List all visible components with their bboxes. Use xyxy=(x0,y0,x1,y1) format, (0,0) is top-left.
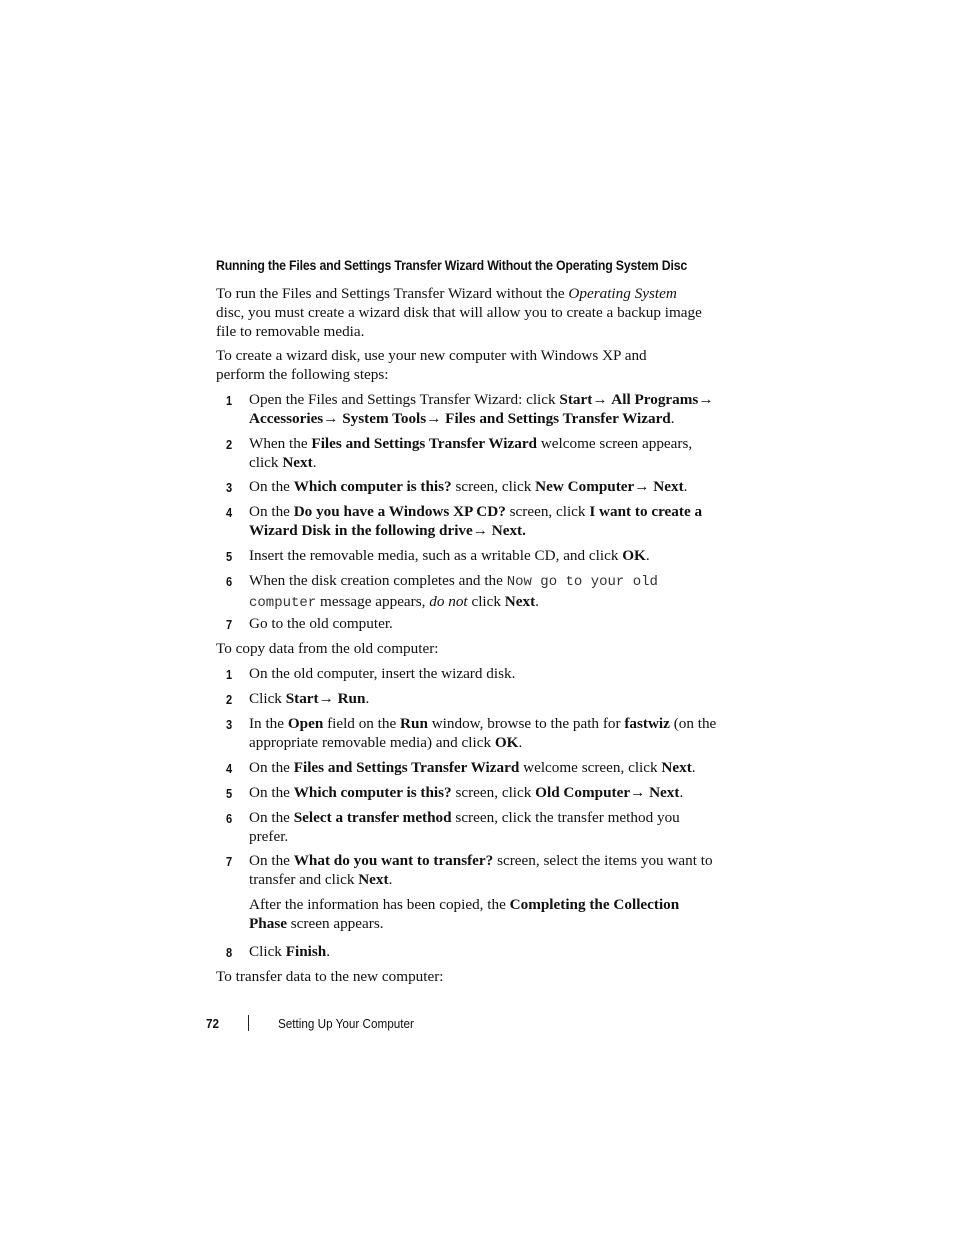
chapter-title: Setting Up Your Computer xyxy=(278,1016,414,1031)
text: To create a wizard disk, use your new computer with Windows XP and perform the following steps: xyxy=(216,347,647,383)
step-text: On the Select a transfer method screen, click the transfer method you prefer. xyxy=(249,809,680,845)
copy-intro: To copy data from the old computer: xyxy=(216,640,439,657)
step-text: Click Start→ Run. xyxy=(249,690,370,707)
transfer-intro: To transfer data to the new computer: xyxy=(216,968,444,985)
step-number: 4 xyxy=(226,505,233,520)
step-number: 1 xyxy=(226,393,233,408)
step-text: On the Which computer is this? screen, click New Computer→ Next. xyxy=(249,478,688,495)
page-number: 72 xyxy=(206,1016,220,1031)
step-text: Click Finish. xyxy=(249,943,331,960)
intro-paragraph-1 xyxy=(216,284,716,341)
step-number: 8 xyxy=(226,945,233,960)
step-text: On the Do you have a Windows XP CD? screen, click I want to create a Wizard Disk in the following drive→ Next. xyxy=(249,503,703,539)
section-heading: Running the Files and Settings Transfer Wizard Without the Operating System Disc xyxy=(216,258,688,273)
step-number: 3 xyxy=(226,480,233,495)
step-number: 3 xyxy=(226,717,233,732)
step-number: 5 xyxy=(226,549,233,564)
step-number: 2 xyxy=(226,437,233,452)
step-number: 4 xyxy=(226,761,233,776)
step-number: 7 xyxy=(226,617,233,632)
step-text: On the Which computer is this? screen, click Old Computer→ Next. xyxy=(249,784,684,801)
text: disc, you must create a wizard disk that will allow you to create a backup image file to removable media. xyxy=(216,304,702,340)
footer-divider xyxy=(248,1015,249,1031)
step-text: When the disk creation completes and the Now go to your old computer message appears, do not click Next. xyxy=(249,572,658,611)
step-number: 7 xyxy=(226,854,233,869)
step-number: 1 xyxy=(226,667,233,682)
step-note: After the information has been copied, the Completing the Collection Phase screen appears. xyxy=(249,896,680,932)
emphasis: Operating System xyxy=(568,285,677,302)
step-number: 6 xyxy=(226,574,233,589)
step-number: 2 xyxy=(226,692,233,707)
step-text: When the Files and Settings Transfer Wizard welcome screen appears, click Next. xyxy=(249,435,693,471)
step-text: Go to the old computer. xyxy=(249,615,393,632)
step-text: Insert the removable media, such as a writable CD, and click OK. xyxy=(249,547,650,564)
step-text: On the old computer, insert the wizard disk. xyxy=(249,665,516,682)
step-text: In the Open field on the Run window, browse to the path for fastwiz (on the appropriate removable media) and click OK. xyxy=(249,715,717,751)
step-text: Open the Files and Settings Transfer Wizard: click Start→ All Programs→ Accessories→ System Tools→ Files and Settings Transfer Wizard. xyxy=(249,391,714,427)
text: To run the Files and Settings Transfer Wizard without the xyxy=(216,285,569,302)
step-number: 6 xyxy=(226,811,233,826)
step-text: On the What do you want to transfer? screen, select the items you want to transfer and click Next. xyxy=(249,852,713,888)
intro-paragraph-2 xyxy=(216,346,686,384)
step-number: 5 xyxy=(226,786,233,801)
step-text: On the Files and Settings Transfer Wizard welcome screen, click Next. xyxy=(249,759,696,776)
